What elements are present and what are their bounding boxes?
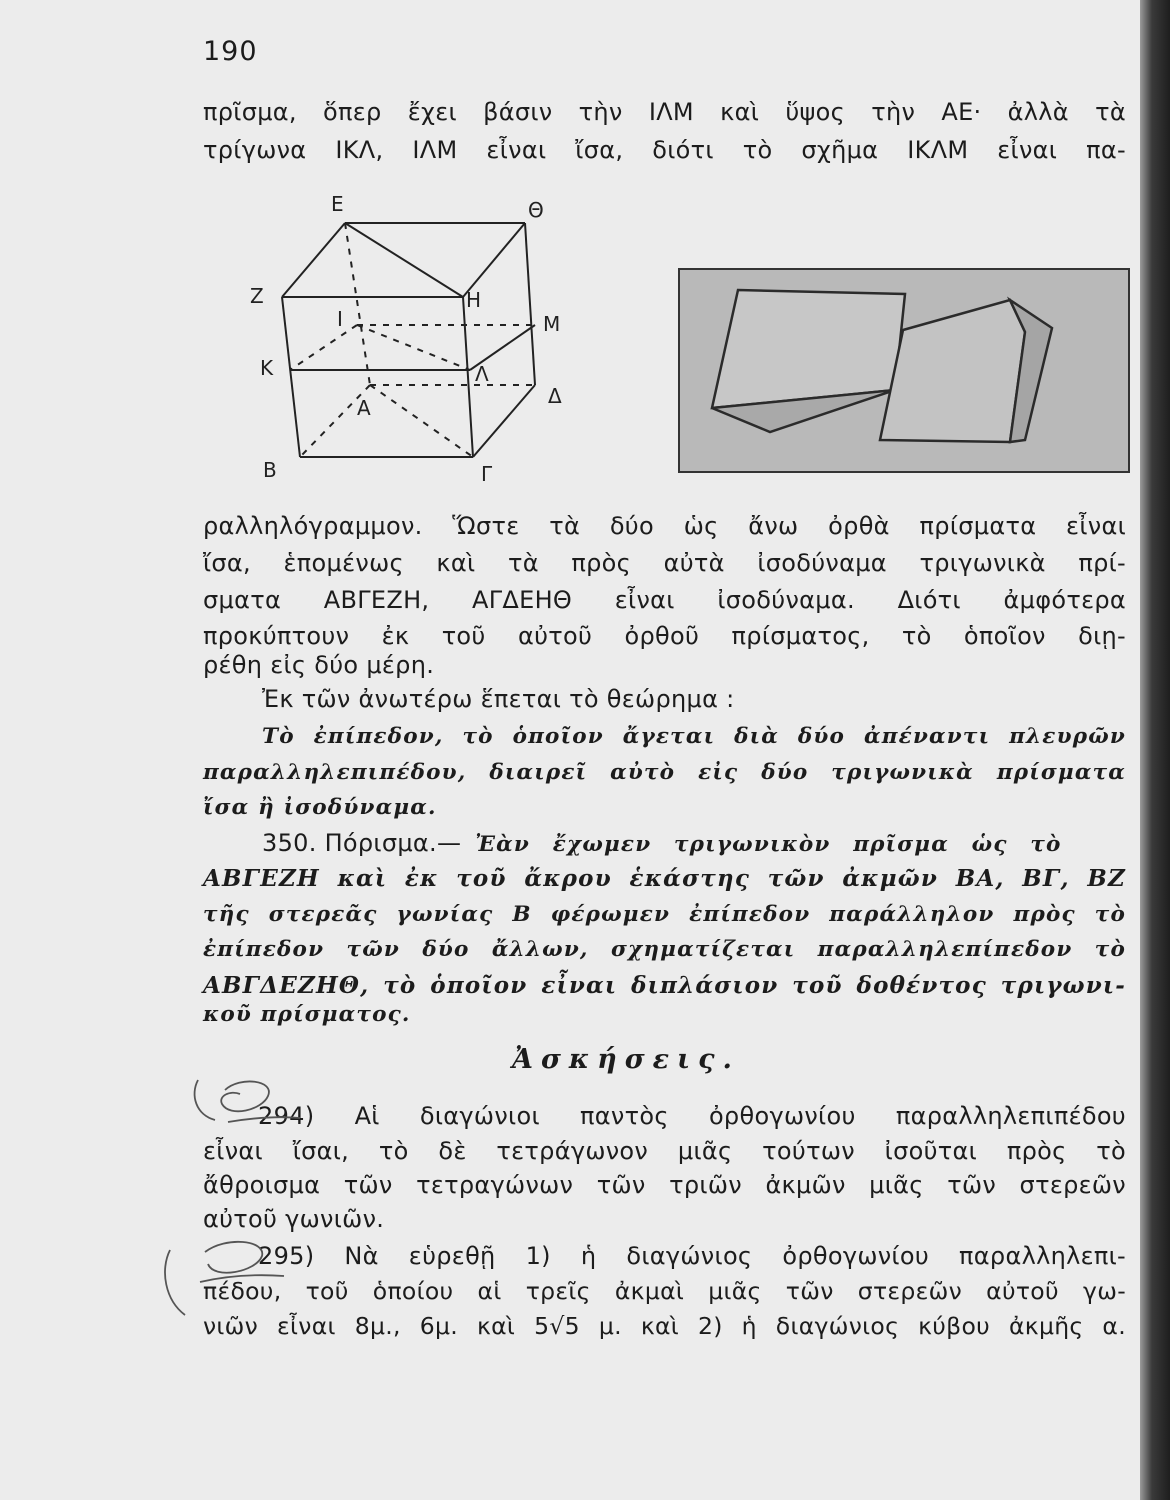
exercise-294-line: ἄθροισμα τῶν τετραγώνων τῶν τριῶν ἀκμῶν μιᾶς τῶν στερεῶν (203, 1171, 1126, 1199)
vertex-label-B: Β (263, 458, 277, 482)
exercise-295-line: πέδου, τοῦ ὁποίου αἱ τρεῖς ἀκμαὶ μιᾶς τῶν στερεῶν αὐτοῦ γω- (203, 1277, 1126, 1305)
corollary-line: ἐπίπεδον τῶν δύο ἄλλων, σχηματίζεται παραλληλεπίπεδον τὸ (203, 937, 1126, 962)
corollary-line: ΑΒΓΕΖΗ καὶ ἐκ τοῦ ἄκρου ἑκάστης τῶν ἀκμῶν ΒΑ, ΒΓ, ΒΖ (203, 865, 1126, 892)
text-line: Ἐκ τῶν ἀνωτέρω ἕπεται τὸ θεώρημα : (262, 685, 735, 713)
exercise-295-line: 295) Νὰ εὑρεθῇ 1) ἡ διαγώνιος ὀρθογωνίου παραλληλεπι- (258, 1242, 1126, 1270)
corollary-line: ΑΒΓΔΕΖΗΘ, τὸ ὁποῖον εἶναι διπλάσιον τοῦ δοθέντος τριγωνι- (203, 972, 1126, 999)
corollary-text: Ἐὰν ἔχωμεν τριγωνικὸν πρῖσμα ὡς τὸ (475, 832, 1062, 857)
exercises-heading: Ἀσκήσεις. (512, 1044, 740, 1075)
text-line: πρῖσμα, ὅπερ ἔχει βάσιν τὴν ΙΛΜ καὶ ὕψος τὴν ΑΕ· ἀλλὰ τὰ (203, 98, 1126, 126)
text-line: τρίγωνα ΙΚΛ, ΙΛΜ εἶναι ἴσα, διότι τὸ σχῆμα ΙΚΛΜ εἶναι πα- (203, 136, 1126, 164)
text-line: προκύπτουν ἐκ τοῦ αὐτοῦ ὀρθοῦ πρίσματος, τὸ ὁποῖον διῃ- (203, 622, 1126, 650)
text-line: ρέθη εἰς δύο μέρη. (203, 651, 435, 679)
page-edge-shadow (1140, 0, 1170, 1500)
vertex-label-I: Ι (337, 307, 343, 331)
text-line: ραλληλόγραμμον. Ὥστε τὰ δύο ὡς ἄνω ὀρθὰ πρίσματα εἶναι (203, 512, 1126, 540)
corollary-label: 350. Πόρισμα.— (262, 829, 462, 857)
page-number: 190 (203, 36, 258, 67)
theorem-line: Τὸ ἐπίπεδον, τὸ ὁποῖον ἄγεται διὰ δύο ἀπέναντι πλευρῶν (262, 724, 1126, 749)
corollary-line: κοῦ πρίσματος. (203, 1002, 411, 1027)
vertex-label-K: Κ (260, 356, 274, 380)
theorem-line: παραλληλεπιπέδου, διαιρεῖ αὐτὸ εἰς δύο τριγωνικὰ πρίσματα (203, 760, 1126, 785)
vertex-label-Delta: Δ (548, 384, 562, 408)
vertex-label-Theta: Θ (528, 198, 544, 222)
exercise-294-line: εἶναι ἴσαι, τὸ δὲ τετράγωνον μιᾶς τούτων ἰσοῦται πρὸς τὸ (203, 1137, 1126, 1165)
vertex-label-H: Η (466, 288, 482, 312)
corollary-line: τῆς στερεᾶς γωνίας Β φέρωμεν ἐπίπεδον παράλληλον πρὸς τὸ (203, 902, 1126, 927)
vertex-label-E: Ε (331, 192, 344, 216)
vertex-label-Gamma: Γ (481, 462, 493, 485)
exercise-294-line: 294) Αἱ διαγώνιοι παντὸς ὀρθογωνίου παραλληλεπιπέδου (258, 1102, 1126, 1130)
vertex-label-Lambda: Λ (475, 362, 489, 386)
text-line: σματα ΑΒΓΕΖΗ, ΑΓΔΕΗΘ εἶναι ἰσοδύναμα. Διότι ἀμφότερα (203, 586, 1126, 614)
theorem-line: ἴσα ἢ ἰσοδύναμα. (203, 795, 437, 820)
text-line: ἴσα, ἑπομένως καὶ τὰ πρὸς αὐτὰ ἰσοδύναμα τριγωνικὰ πρί- (203, 549, 1126, 577)
vertex-label-A: Α (357, 396, 371, 420)
vertex-label-Z: Ζ (250, 284, 264, 308)
exercise-294-line: αὐτοῦ γωνιῶν. (203, 1205, 385, 1233)
vertex-label-M: Μ (543, 312, 561, 336)
exercise-295-line: νιῶν εἶναι 8μ., 6μ. καὶ 5√5 μ. καὶ 2) ἡ διαγώνιος κύβου ἀκμῆς α. (203, 1312, 1126, 1340)
